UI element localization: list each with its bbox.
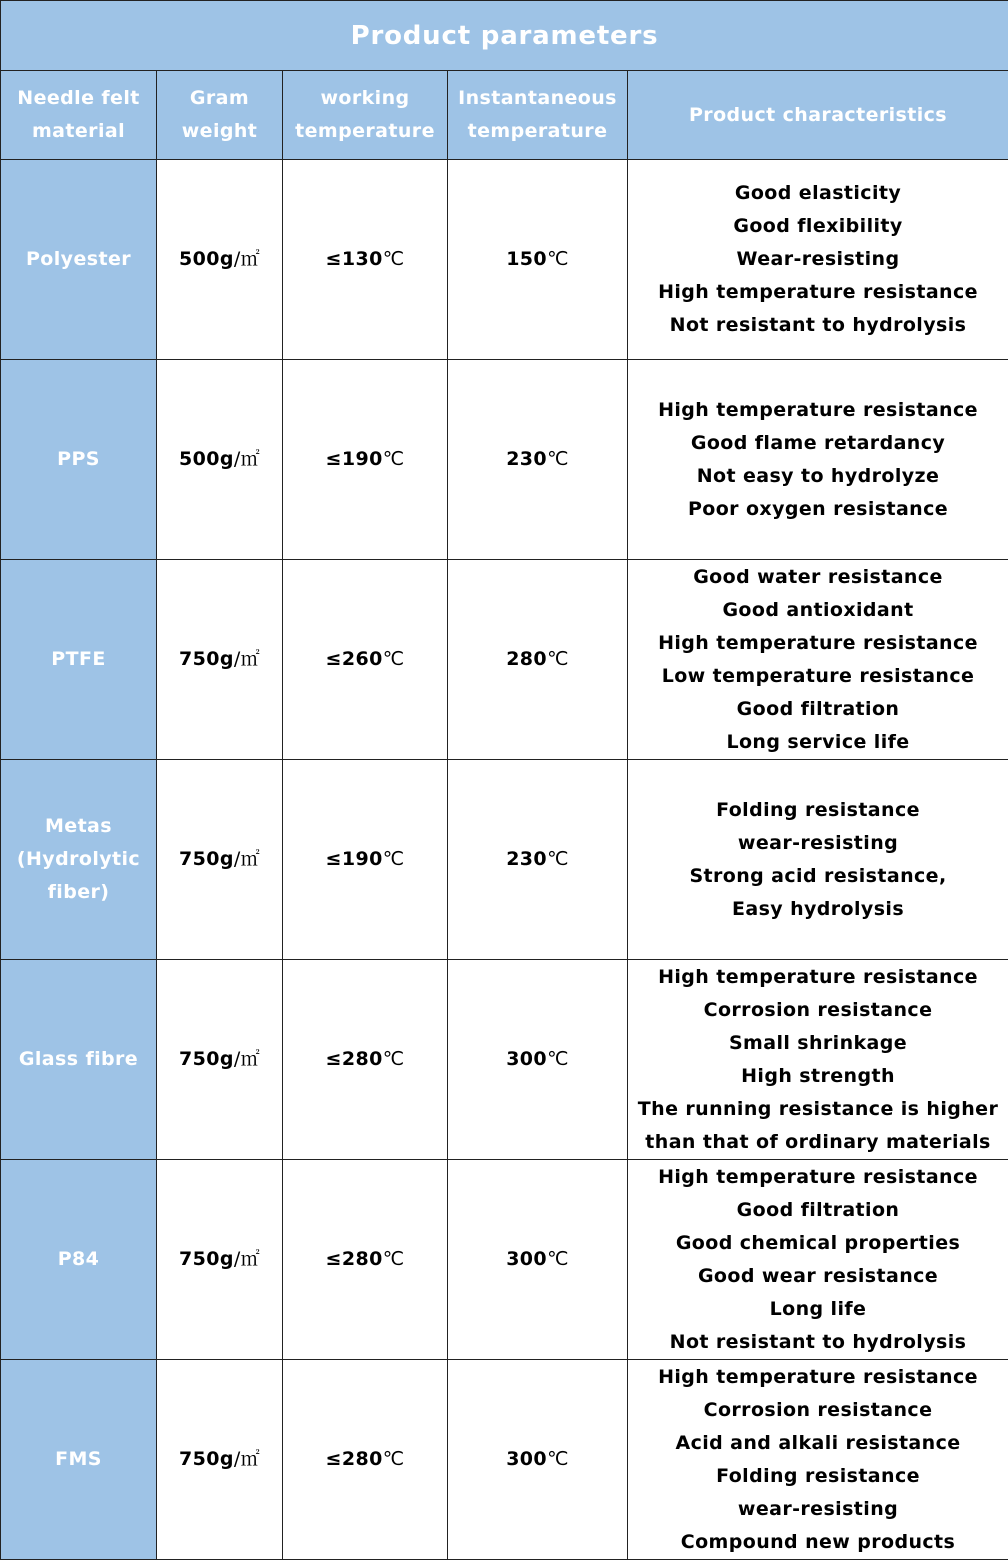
instantaneous-temperature-unit: ℃ [547, 848, 569, 870]
material-cell [1, 1360, 157, 1560]
table-body [1, 160, 1008, 1560]
header-working-temperature [283, 71, 448, 160]
characteristic-item: Corrosion resistance [703, 998, 933, 1021]
instantaneous-temperature-unit: ℃ [547, 1248, 569, 1270]
header-instantaneous-temperature [448, 71, 628, 160]
gram-weight-cell [157, 360, 283, 560]
characteristic-item: Folding resistance [716, 798, 920, 821]
gram-weight-cell [157, 1360, 283, 1560]
header-instantaneous-temperature-line: temperature [467, 120, 608, 142]
material-name-line: P84 [57, 1248, 100, 1270]
working-temperature-cell [283, 960, 448, 1160]
gram-weight-value: 750g [178, 848, 234, 870]
characteristic-item: Good chemical properties [675, 1231, 961, 1254]
instantaneous-temperature-value: 230 [506, 448, 548, 470]
table-row [1, 560, 1008, 760]
working-temperature-value: ≤130 [325, 248, 383, 270]
instantaneous-temperature-cell [448, 360, 628, 560]
characteristic-item: Good antioxidant [722, 598, 914, 621]
characteristic-item: Good filtration [736, 1198, 900, 1221]
characteristic-item: wear-resisting [737, 831, 899, 854]
header-row [1, 71, 1008, 160]
header-working-temperature-line: temperature [295, 120, 435, 142]
table-title: Product parameters [1, 1, 1008, 71]
working-temperature-unit: ℃ [382, 1248, 405, 1270]
working-temperature-value: ≤190 [325, 448, 383, 470]
characteristic-item: Good wear resistance [697, 1264, 939, 1287]
gram-weight-value: 500g [178, 448, 234, 470]
gram-weight-value: 750g [178, 1248, 234, 1270]
instantaneous-temperature-value: 300 [506, 1248, 548, 1270]
gram-weight-cell [157, 560, 283, 760]
gram-weight-unit: /㎡ [233, 648, 261, 670]
material-name-line: PPS [57, 448, 100, 470]
table-row [1, 160, 1008, 360]
characteristic-item: Folding resistance [716, 1464, 920, 1487]
instantaneous-temperature-cell [448, 760, 628, 960]
material-cell [1, 760, 157, 960]
characteristic-item: Good elasticity [734, 182, 902, 204]
working-temperature-unit: ℃ [382, 648, 405, 670]
material-name-line: Glass fibre [18, 1048, 139, 1070]
characteristics-cell [628, 360, 1008, 560]
header-material-line: material [31, 120, 125, 142]
instantaneous-temperature-unit: ℃ [547, 448, 569, 470]
characteristic-item: Good water resistance [693, 565, 943, 588]
header-working-temperature-line: working [320, 87, 410, 109]
characteristic-item: High strength [741, 1064, 895, 1087]
instantaneous-temperature-cell [448, 160, 628, 360]
instantaneous-temperature-unit: ℃ [547, 1448, 569, 1470]
characteristics-cell [628, 1160, 1008, 1360]
gram-weight-unit: /㎡ [233, 848, 261, 870]
characteristic-item: Corrosion resistance [703, 1398, 933, 1421]
gram-weight-unit: /㎡ [233, 1248, 261, 1270]
table-row [1, 960, 1008, 1160]
header-gram-weight-line: Gram [189, 87, 250, 109]
gram-weight-unit: /㎡ [233, 1448, 261, 1470]
working-temperature-unit: ℃ [382, 1448, 405, 1470]
characteristic-item: The running resistance is higher [637, 1097, 999, 1120]
instantaneous-temperature-value: 300 [506, 1448, 548, 1470]
characteristic-item: Poor oxygen resistance [687, 497, 949, 520]
characteristic-item: Good filtration [736, 697, 900, 720]
gram-weight-unit: /㎡ [233, 1048, 261, 1070]
working-temperature-cell [283, 760, 448, 960]
gram-weight-unit: /㎡ [233, 248, 261, 270]
working-temperature-cell [283, 560, 448, 760]
characteristic-item: Not resistant to hydrolysis [669, 1330, 967, 1353]
gram-weight-cell [157, 960, 283, 1160]
table-row [1, 1160, 1008, 1360]
instantaneous-temperature-value: 280 [506, 648, 548, 670]
characteristic-item: wear-resisting [737, 1497, 899, 1520]
table-row [1, 1360, 1008, 1560]
title-row [1, 1, 1008, 71]
characteristic-item: Easy hydrolysis [731, 897, 905, 920]
working-temperature-value: ≤260 [325, 648, 383, 670]
working-temperature-cell [283, 1360, 448, 1560]
material-cell [1, 360, 157, 560]
characteristic-item: Not resistant to hydrolysis [669, 314, 967, 336]
characteristic-item: High temperature resistance [658, 281, 978, 303]
working-temperature-cell [283, 360, 448, 560]
characteristics-cell [628, 560, 1008, 760]
characteristic-item: Long life [769, 1297, 867, 1320]
instantaneous-temperature-value: 300 [506, 1048, 548, 1070]
gram-weight-unit: /㎡ [233, 448, 261, 470]
characteristic-item: High temperature resistance [658, 1365, 978, 1388]
material-name-line: (Hydrolytic [16, 848, 141, 870]
characteristic-item: Long service life [726, 730, 910, 753]
working-temperature-value: ≤190 [325, 848, 383, 870]
working-temperature-unit: ℃ [382, 1048, 405, 1070]
header-instantaneous-temperature-line: Instantaneous [458, 87, 617, 109]
characteristic-item: High temperature resistance [658, 1165, 978, 1188]
instantaneous-temperature-unit: ℃ [547, 648, 569, 670]
material-name-line: PTFE [51, 648, 106, 670]
gram-weight-value: 500g [178, 248, 234, 270]
gram-weight-value: 750g [178, 648, 234, 670]
material-name-line: fiber) [47, 881, 110, 903]
header-material [1, 71, 157, 160]
header-product-characteristics: Product characteristics [628, 71, 1008, 160]
working-temperature-value: ≤280 [325, 1448, 383, 1470]
working-temperature-unit: ℃ [382, 848, 405, 870]
instantaneous-temperature-unit: ℃ [547, 248, 569, 270]
characteristics-cell [628, 160, 1008, 360]
working-temperature-value: ≤280 [325, 1248, 383, 1270]
characteristic-item: Acid and alkali resistance [675, 1431, 961, 1454]
instantaneous-temperature-cell [448, 960, 628, 1160]
instantaneous-temperature-cell [448, 560, 628, 760]
characteristic-item: Low temperature resistance [661, 664, 975, 687]
characteristic-item: High temperature resistance [658, 398, 978, 421]
characteristic-item: High temperature resistance [658, 631, 978, 654]
material-cell [1, 160, 157, 360]
characteristics-cell [628, 960, 1008, 1160]
characteristic-item: Not easy to hydrolyze [696, 464, 940, 487]
instantaneous-temperature-cell [448, 1160, 628, 1360]
header-material-line: Needle felt [17, 87, 140, 109]
characteristic-item: High temperature resistance [658, 965, 978, 988]
instantaneous-temperature-cell [448, 1360, 628, 1560]
gram-weight-value: 750g [178, 1448, 234, 1470]
table-row [1, 360, 1008, 560]
characteristic-item: Compound new products [680, 1530, 956, 1553]
material-name-line: FMS [55, 1448, 102, 1470]
instantaneous-temperature-value: 150 [506, 248, 548, 270]
header-gram-weight-line: weight [181, 120, 258, 142]
characteristic-item: Wear-resisting [736, 248, 900, 270]
characteristic-item: than that of ordinary materials [645, 1130, 991, 1153]
material-cell [1, 560, 157, 760]
characteristic-item: Small shrinkage [728, 1031, 908, 1054]
material-cell [1, 960, 157, 1160]
material-name-line: Polyester [25, 248, 131, 270]
characteristic-item: Strong acid resistance, [689, 864, 947, 887]
instantaneous-temperature-unit: ℃ [547, 1048, 569, 1070]
gram-weight-value: 750g [178, 1048, 234, 1070]
working-temperature-cell [283, 1160, 448, 1360]
gram-weight-cell [157, 1160, 283, 1360]
table-row [1, 760, 1008, 960]
characteristic-item: Good flexibility [733, 215, 903, 237]
characteristics-cell [628, 760, 1008, 960]
characteristics-cell [628, 1360, 1008, 1560]
working-temperature-unit: ℃ [382, 448, 405, 470]
material-cell [1, 1160, 157, 1360]
gram-weight-cell [157, 160, 283, 360]
instantaneous-temperature-value: 230 [506, 848, 548, 870]
working-temperature-cell [283, 160, 448, 360]
gram-weight-cell [157, 760, 283, 960]
characteristic-item: Good flame retardancy [690, 431, 946, 454]
header-gram-weight [157, 71, 283, 160]
material-name-line: Metas [44, 815, 112, 837]
working-temperature-unit: ℃ [382, 248, 405, 270]
working-temperature-value: ≤280 [325, 1048, 383, 1070]
